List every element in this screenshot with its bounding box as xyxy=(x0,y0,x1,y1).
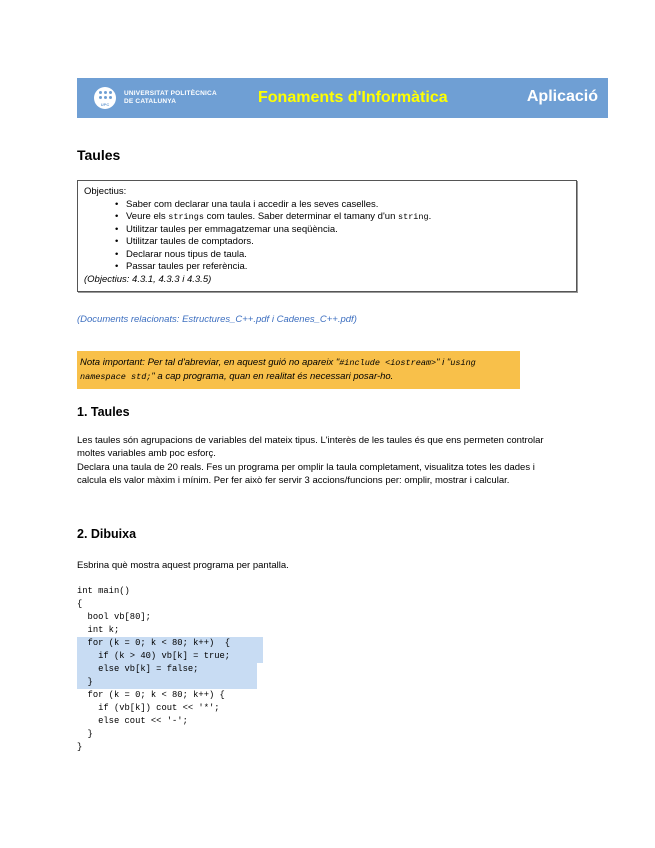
objective-item: • Passar taules per referència. xyxy=(126,261,576,274)
page-title: Taules xyxy=(77,147,121,163)
code-line: } xyxy=(77,742,83,752)
objectives-list xyxy=(84,199,576,274)
code-line: for (k = 0; k < 80; k++) { xyxy=(77,690,225,700)
code-line-highlighted: if (k > 40) vb[k] = true; xyxy=(77,650,263,663)
section-1-paragraph-2: Declara una taula de 20 reals. Fes un programa per omplir la taula completament, visualitza totes les dades i calcula els valor màxim i mínim. Per fer això fer servir 3 accions/funcions per: omplir, mostrar i calcular. xyxy=(77,462,535,486)
code-line-highlighted: } xyxy=(77,676,257,689)
code-line: int k; xyxy=(77,625,120,635)
objectives-box xyxy=(77,180,577,292)
objective-item: • Saber com declarar una taula i accedir a les seves caselles. xyxy=(126,199,576,212)
course-title: Fonaments d'Informàtica xyxy=(258,89,448,106)
objectives-heading: Objectius: xyxy=(84,186,127,197)
logo-abbr: UPC xyxy=(100,102,110,107)
important-note: Nota important: Per tal d'abreviar, en aquest guió no apareix "#include <iostream>" i "using namespace std;" a cap programa, quan en realitat és necessari posar-ho. xyxy=(77,351,520,389)
code-block xyxy=(77,585,263,754)
code-line: bool vb[80]; xyxy=(77,612,151,622)
section-label: Aplicació xyxy=(526,88,598,105)
related-documents-link[interactable]: (Documents relacionats: Estructures_C++.pdf i Cadenes_C++.pdf) xyxy=(77,314,357,325)
code-line: if (vb[k]) cout << '*'; xyxy=(77,703,220,713)
objective-item: • Utilitzar taules de comptadors. xyxy=(126,236,576,249)
header-banner xyxy=(77,78,608,118)
objective-item: • Veure els strings com taules. Saber determinar el tamany d'un string. xyxy=(126,211,576,224)
code-line: { xyxy=(77,599,83,609)
section-1-heading: 1. Taules xyxy=(77,405,130,419)
upc-logo-icon xyxy=(94,87,116,109)
code-line: } xyxy=(77,729,93,739)
code-line-highlighted: else vb[k] = false; xyxy=(77,663,257,676)
section-2-intro: Esbrina què mostra aquest programa per pantalla. xyxy=(77,560,289,571)
logo-line-2: DE CATALUNYA xyxy=(124,98,177,105)
code-line: int main() xyxy=(77,586,130,596)
section-2-heading: 2. Dibuixa xyxy=(77,527,137,541)
code-line-highlighted: for (k = 0; k < 80; k++) { xyxy=(77,637,263,650)
logo-line-1: UNIVERSITAT POLITÈCNICA xyxy=(124,90,217,97)
section-1-paragraph-1: Les taules són agrupacions de variables del mateix tipus. L'interès de les taules és que ens permeten controlar moltes variables amb poc esforç. xyxy=(77,435,544,459)
objectives-reference: (Objectius: 4.3.1, 4.3.3 i 4.3.5) xyxy=(84,273,212,285)
objective-item: • Utilitzar taules per emmagatzemar una seqüència. xyxy=(126,224,576,237)
code-line: else cout << '-'; xyxy=(77,716,188,726)
university-logo xyxy=(94,87,254,109)
objective-item: • Declarar nous tipus de taula. xyxy=(126,249,576,262)
